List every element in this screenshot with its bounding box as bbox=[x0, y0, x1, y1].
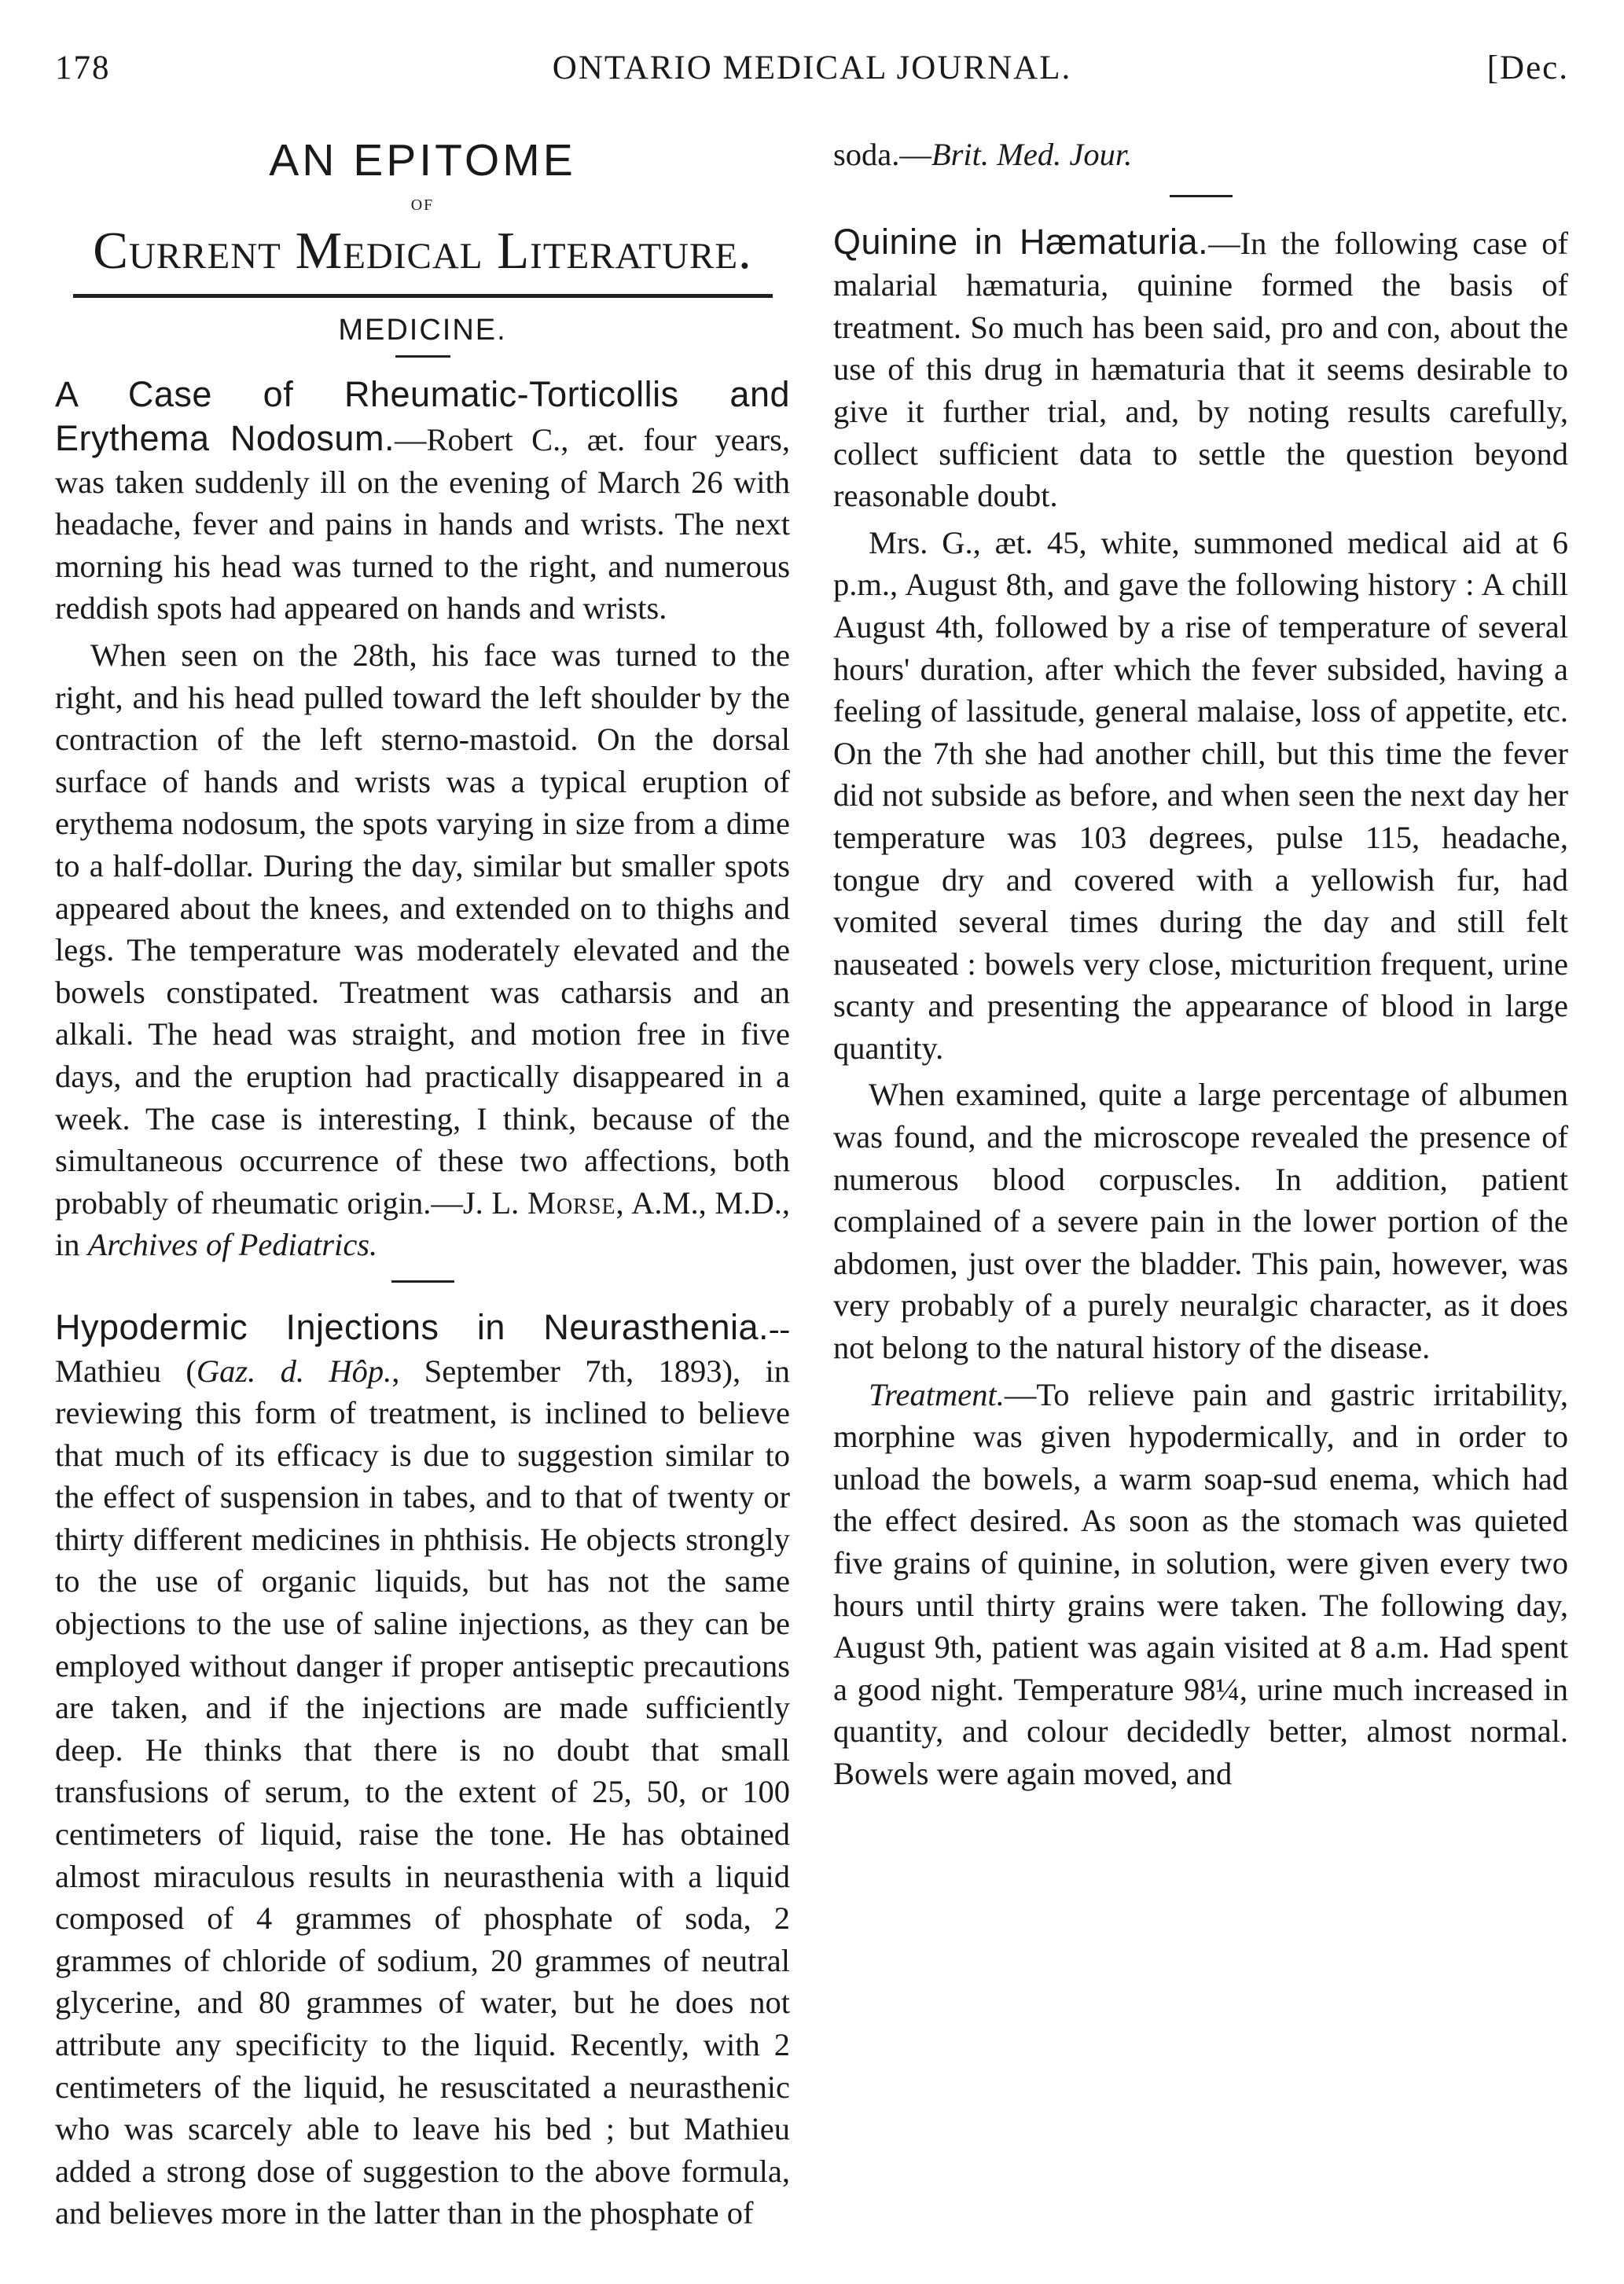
article-heading: Hypodermic Injections in Neurasthenia. bbox=[55, 1306, 770, 1347]
article-paragraph: A Case of Rheumatic-Torticollis and Erythema Nodosum.—Robert C., æt. four years, was taken suddenly ill on the evening of March 26 with headache, fever and pains in hands and wrists. The next morning his head was turned to the right, and numerous reddish spots had appeared on hands and wrists. bbox=[55, 374, 790, 626]
masthead-subtitle: Current Medical Literature. bbox=[93, 222, 752, 281]
article-heading: A Case of Rheumatic-Torticollis and Erythema Nodosum. bbox=[55, 374, 790, 459]
source-citation: Archives of Pediatrics. bbox=[87, 1227, 378, 1263]
masthead-title: AN EPITOME bbox=[269, 135, 576, 185]
treatment-label: Treatment. bbox=[869, 1376, 1005, 1412]
masthead-of: OF bbox=[410, 196, 435, 215]
section-heading: MEDICINE. bbox=[338, 314, 507, 347]
source-citation: Gaz. d. Hôp. bbox=[196, 1353, 392, 1389]
masthead-rule bbox=[73, 294, 773, 298]
article-paragraph: Mrs. G., æt. 45, white, summoned medical aid at 6 p.m., August 8th, and gave the following history : A chill August 4th, followed by a rise of temperature of several hours' duration, after which the fever subsided, having a feeling of lassitude, general malaise, loss of appetite, etc. On the 7th she had another chill, but this time the fever did not subside as before, and when seen the next day her temperature was 103 degrees, pulse 115, headache, tongue dry and covered with a yellowish fur, had vomited several times during the day and still felt nauseated : bowels very close, micturition frequent, urine scanty and presenting the appearance of blood in large quantity. bbox=[833, 524, 1568, 1066]
section-rule bbox=[395, 355, 450, 358]
article-paragraph-continued: soda.—Brit. Med. Jour. bbox=[833, 137, 1133, 172]
journal-title: ONTARIO MEDICAL JOURNAL. bbox=[552, 50, 1072, 86]
page-number: 178 bbox=[55, 50, 111, 86]
right-column bbox=[833, 134, 1568, 1795]
issue-month: [Dec. bbox=[1486, 50, 1569, 86]
left-column bbox=[55, 134, 790, 2234]
article-paragraph: Treatment.—To relieve pain and gastric irritability, morphine was given hypodermically, and in order to unload the bowels, a warm soap-sud enema, which had the effect desired. As soon as the stomach was quieted five grains of quinine, in solution, were given every two hours until thirty grains were taken. The following day, August 9th, patient was again visited at 8 a.m. Had spent a good night. Temperature 98¼, urine much increased in quantity, and colour decidedly better, almost normal. Bowels were again moved, and bbox=[833, 1376, 1568, 1791]
article-paragraph: When seen on the 28th, his face was turned to the right, and his head pulled toward the left shoulder by the contraction of the left sterno-mastoid. On the dorsal surface of hands and wrists was a typical eruption of erythema nodosum, the spots varying in size from a dime to a half-dollar. During the day, similar but smaller spots appeared about the knees, and extended on to thighs and legs. The temperature was moderately elevated and the bowels constipated. Treatment was catharsis and an alkali. The head was straight, and motion free in five days, and the eruption had practically disappeared in a week. The case is interesting, I think, because of the simultaneous occurrence of these two affections, both probably of rheumatic origin.—J. L. Morse, A.M., M.D., in Archives of Pediatrics. bbox=[55, 637, 790, 1263]
author-name: Morse, bbox=[527, 1184, 625, 1221]
article-paragraph: Hypodermic Injections in Neurasthenia.--Mathieu (Gaz. d. Hôp., September 7th, 1893), in reviewing this form of treatment, is inclined to believe that much of its efficacy is due to suggestion similar to the effect of suspension in tabes, and to that of twenty or thirty different medicines in phthisis. He objects strongly to the use of organic liquids, but has not the same objections to the use of saline injections, as they can be employed without danger if proper antiseptic precautions are taken, and if the injections are made sufficiently deep. He thinks that there is no doubt that small transfusions of serum, to the extent of 25, 50, or 100 centimeters of liquid, raise the tone. He has obtained almost miraculous results in neurasthenia with a liquid composed of 4 grammes of phosphate of soda, 2 grammes of chloride of sodium, 20 grammes of neutral glycerine, and 80 grammes of water, but he does not attribute any specificity to the liquid. Recently, with 2 centimeters of the liquid, he resuscitated a neurasthenic who was scarcely able to leave his bed ; but Mathieu added a strong dose of suggestion to the above formula, and believes more in the latter than in the phosphate of bbox=[55, 1306, 790, 2231]
article-divider bbox=[391, 1280, 454, 1283]
running-head bbox=[55, 49, 1569, 96]
article-divider bbox=[1170, 195, 1233, 197]
article-paragraph: When examined, quite a large percentage of albumen was found, and the microscope revealed the presence of numerous blood corpuscles. In addition, patient complained of a severe pain in the lower portion of the abdomen, just over the bladder. This pain, however, was very probably of a purely neuralgic character, as it does not belong to the natural history of the disease. bbox=[833, 1077, 1568, 1366]
article-heading: Quinine in Hæmaturia. bbox=[833, 221, 1209, 262]
article-paragraph: Quinine in Hæmaturia.—In the following case of malarial hæmaturia, quinine formed the basis of treatment. So much has been said, pro and con, about the use of this drug in hæmaturia that it seems desirable to give it further trial, and, by noting results carefully, collect sufficient data to settle the question beyond reasonable doubt. bbox=[833, 221, 1568, 514]
